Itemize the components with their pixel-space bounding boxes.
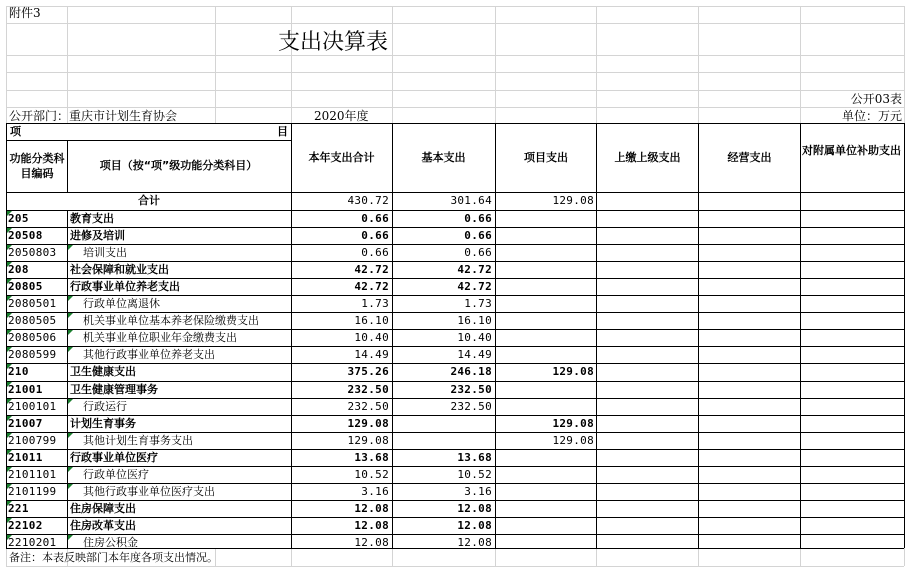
- cell-comment-marker: [68, 245, 73, 250]
- row-project: 129.08: [552, 365, 594, 378]
- cell-comment-marker: [68, 535, 73, 540]
- row-project: 129.08: [552, 417, 594, 430]
- row-basic: 0.66: [464, 212, 492, 225]
- row-code: 2100799: [8, 434, 57, 447]
- row-code: 210: [8, 365, 29, 378]
- row-total: 1.73: [361, 297, 389, 310]
- row-code: 205: [8, 212, 29, 225]
- attachment-label: 附件3: [9, 6, 41, 20]
- row-code: 21011: [8, 451, 43, 464]
- code-cell-marker: [7, 416, 12, 421]
- row-basic: 14.49: [457, 348, 492, 361]
- code-cell-marker: [7, 211, 12, 216]
- row-name: 机关事业单位职业年金缴费支出: [83, 331, 237, 344]
- row-name: 其他行政事业单位养老支出: [83, 348, 215, 361]
- code-cell-marker: [7, 330, 12, 335]
- row-basic: 12.08: [457, 519, 492, 532]
- row-total: 13.68: [354, 451, 389, 464]
- code-cell-marker: [7, 433, 12, 438]
- header-basic: 基本支出: [421, 151, 466, 164]
- row-name: 行政运行: [83, 400, 127, 413]
- row-name: 社会保障和就业支出: [70, 263, 169, 276]
- row-total: 10.52: [354, 468, 389, 481]
- row-total: 12.08: [354, 502, 389, 515]
- row-total: 0.66: [361, 246, 389, 259]
- code-cell-marker: [7, 467, 12, 472]
- row-total: 42.72: [354, 280, 389, 293]
- row-name: 培训支出: [83, 246, 127, 259]
- cell-comment-marker: [68, 347, 73, 352]
- row-basic: 12.08: [457, 536, 492, 549]
- row-total: 0.66: [361, 212, 389, 225]
- row-basic: 10.40: [457, 331, 492, 344]
- code-cell-marker: [7, 535, 12, 540]
- header-project: 项目支出: [524, 151, 568, 164]
- row-name: 机关事业单位基本养老保险缴费支出: [83, 314, 259, 327]
- row-name: 其他行政事业单位医疗支出: [83, 485, 215, 498]
- row-basic: 1.73: [464, 297, 492, 310]
- row-name: 卫生健康管理事务: [70, 383, 158, 396]
- header-name: 项目（按“项”级功能分类科目）: [99, 159, 258, 172]
- row-total: 129.08: [347, 434, 389, 447]
- row-total: 129.08: [347, 417, 389, 430]
- row-total: 12.08: [354, 536, 389, 549]
- row-total: 232.50: [347, 383, 389, 396]
- row-code: 208: [8, 263, 29, 276]
- code-cell-marker: [7, 450, 12, 455]
- code-cell-marker: [7, 313, 12, 318]
- row-basic: 232.50: [450, 400, 492, 413]
- header-business: 经营支出: [727, 151, 772, 164]
- row-code: 2080599: [8, 348, 57, 361]
- cell-comment-marker: [68, 433, 73, 438]
- cell-comment-marker: [68, 484, 73, 489]
- code-cell-marker: [7, 347, 12, 352]
- row-basic: 232.50: [450, 383, 492, 396]
- row-code: 2100101: [8, 400, 57, 413]
- code-cell-marker: [7, 501, 12, 506]
- row-total: 42.72: [354, 263, 389, 276]
- cell-comment-marker: [68, 313, 73, 318]
- row-basic: 42.72: [457, 280, 492, 293]
- footnote: 备注：本表反映部门本年度各项支出情况。: [9, 551, 218, 564]
- total-row-basic: 301.64: [450, 194, 492, 207]
- header-upper: 上缴上级支出: [614, 151, 681, 164]
- code-cell-marker: [7, 228, 12, 233]
- row-name: 行政单位离退休: [83, 297, 160, 310]
- row-basic: 10.52: [457, 468, 492, 481]
- cell-comment-marker: [68, 467, 73, 472]
- row-name: 进修及培训: [70, 229, 125, 242]
- row-basic: 3.16: [464, 485, 492, 498]
- row-name: 卫生健康支出: [70, 365, 136, 378]
- row-name: 住房公积金: [83, 536, 138, 549]
- row-basic: 16.10: [457, 314, 492, 327]
- page-title: 支出决算表: [278, 30, 389, 55]
- row-total: 12.08: [354, 519, 389, 532]
- code-cell-marker: [7, 364, 12, 369]
- total-row-label: 合计: [138, 194, 160, 207]
- row-total: 375.26: [347, 365, 389, 378]
- header-subsidy: 对附属单位补助支出: [802, 144, 901, 157]
- unit-label: 单位：万元: [841, 109, 902, 123]
- row-total: 10.40: [354, 331, 389, 344]
- row-total: 16.10: [354, 314, 389, 327]
- row-code: 2101101: [8, 468, 57, 481]
- row-project: 129.08: [552, 434, 594, 447]
- row-name: 行政单位医疗: [83, 468, 149, 481]
- total-row-project: 129.08: [552, 194, 594, 207]
- row-basic: 13.68: [457, 451, 492, 464]
- row-name: 其他计划生育事务支出: [83, 434, 193, 447]
- row-basic: 12.08: [457, 502, 492, 515]
- row-name: 行政事业单位养老支出: [70, 280, 180, 293]
- row-name: 住房改革支出: [70, 519, 136, 532]
- code-cell-marker: [7, 279, 12, 284]
- row-total: 232.50: [347, 400, 389, 413]
- row-code: 2080505: [8, 314, 57, 327]
- code-cell-marker: [7, 518, 12, 523]
- row-basic: 0.66: [464, 229, 492, 242]
- code-cell-marker: [7, 245, 12, 250]
- department-label: 公开部门：重庆市计划生育协会: [9, 109, 178, 123]
- row-code: 2101199: [8, 485, 57, 498]
- row-code: 2050803: [8, 246, 57, 259]
- row-name: 教育支出: [70, 212, 114, 225]
- cell-comment-marker: [68, 330, 73, 335]
- code-cell-marker: [7, 262, 12, 267]
- code-cell-marker: [7, 382, 12, 387]
- form-code: 公开03表: [850, 92, 902, 106]
- row-total: 14.49: [354, 348, 389, 361]
- total-row-total: 430.72: [347, 194, 389, 207]
- cell-comment-marker: [68, 399, 73, 404]
- row-code: 2080506: [8, 331, 57, 344]
- row-code: 21001: [8, 383, 43, 396]
- cell-comment-marker: [68, 296, 73, 301]
- header-code: 功能分类科目编码: [9, 152, 65, 180]
- row-code: 221: [8, 502, 29, 515]
- row-name: 住房保障支出: [70, 502, 136, 515]
- row-total: 3.16: [361, 485, 389, 498]
- row-code: 21007: [8, 417, 43, 430]
- code-cell-marker: [7, 399, 12, 404]
- row-name: 计划生育事务: [70, 417, 136, 430]
- row-name: 行政事业单位医疗: [70, 451, 158, 464]
- year-label: 2020年度: [314, 109, 369, 123]
- row-code: 22102: [8, 519, 43, 532]
- row-code: 20508: [8, 229, 43, 242]
- row-code: 2080501: [8, 297, 57, 310]
- row-basic: 0.66: [464, 246, 492, 259]
- code-cell-marker: [7, 484, 12, 489]
- code-cell-marker: [7, 296, 12, 301]
- row-total: 0.66: [361, 229, 389, 242]
- header-xiang: 项: [10, 125, 21, 138]
- row-basic: 42.72: [457, 263, 492, 276]
- header-total: 本年支出合计: [308, 151, 375, 164]
- header-mu: 目: [277, 125, 288, 138]
- row-basic: 246.18: [450, 365, 492, 378]
- row-code: 20805: [8, 280, 43, 293]
- row-code: 2210201: [8, 536, 57, 549]
